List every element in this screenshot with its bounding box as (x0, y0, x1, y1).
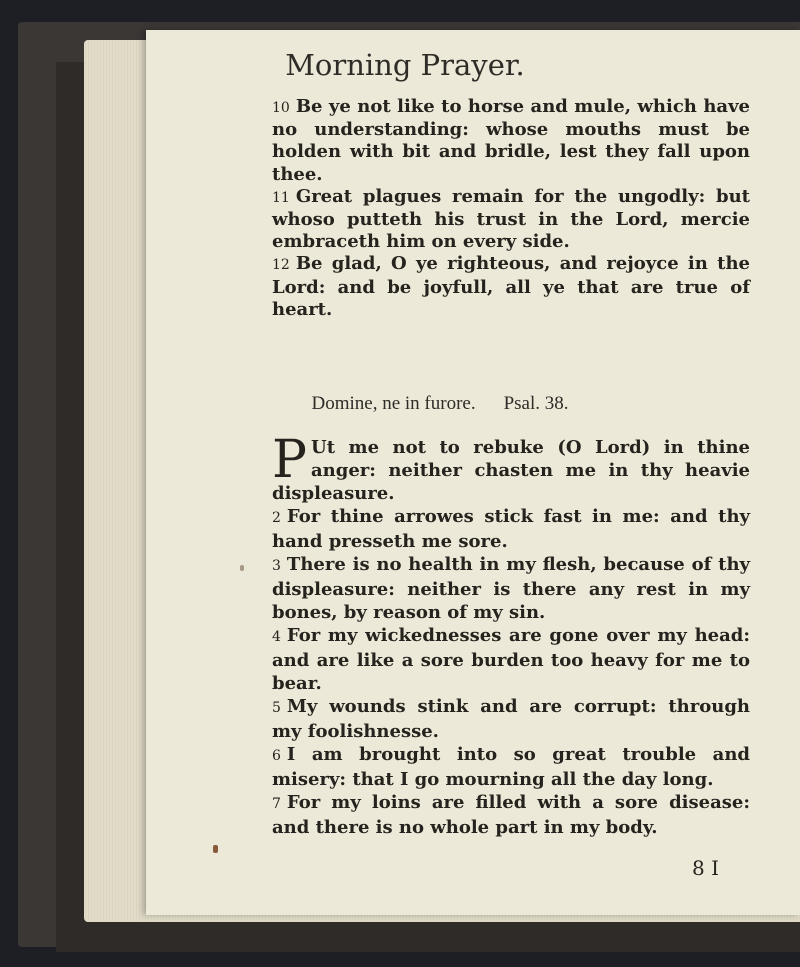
verse: 7 For my loins are filled with a sore disease: and there is no whole part in my body. (272, 792, 750, 838)
psalm-title (0, 393, 800, 415)
psalm-32-ending (272, 96, 750, 321)
page-footer (692, 856, 719, 880)
ink-mark (240, 565, 244, 571)
verse: 5 My wounds stink and are corrupt: through my foolishnesse. (272, 696, 750, 742)
psalm-reference: Psal. 38. (503, 393, 569, 414)
verse: 2 For thine arrowes stick fast in me: and thy hand presseth me sore. (272, 506, 750, 552)
psalm-latin-incipit: Domine, ne in furore. (311, 393, 476, 414)
drop-cap: P (272, 430, 307, 490)
verse: 4 For my wickednesses are gone over my head: and are like a sore burden too heavy for me to bear. (272, 625, 750, 694)
verse: 12 Be glad, O ye righteous, and rejoyce in the Lord: and be joyfull, all ye that are true of heart. (272, 253, 750, 320)
verse: 3 There is no health in my flesh, because of thy displeasure: neither is there any rest in my bones, by reason of my sin. (272, 554, 750, 623)
ink-mark (213, 845, 218, 853)
verse: 10 Be ye not like to horse and mule, which have no understanding: whose mouths must be holden with bit and bridle, lest they fall upon thee. (272, 96, 750, 185)
verse: 6 I am brought into so great trouble and misery: that I go mourning all the day long. (272, 744, 750, 790)
verse-1: P Ut me not to rebuke (O Lord) in thine anger: neither chasten me in thy heavie displeasure. (272, 430, 750, 504)
show-through-text (150, 340, 690, 400)
catchword: I (711, 856, 719, 880)
psalm-38 (272, 430, 750, 839)
verse: 11 Great plagues remain for the ungodly: but whoso putteth his trust in the Lord, mercie embraceth him on every side. (272, 185, 750, 253)
signature-mark: 8 (692, 856, 705, 880)
running-header: Morning Prayer. (285, 48, 525, 82)
